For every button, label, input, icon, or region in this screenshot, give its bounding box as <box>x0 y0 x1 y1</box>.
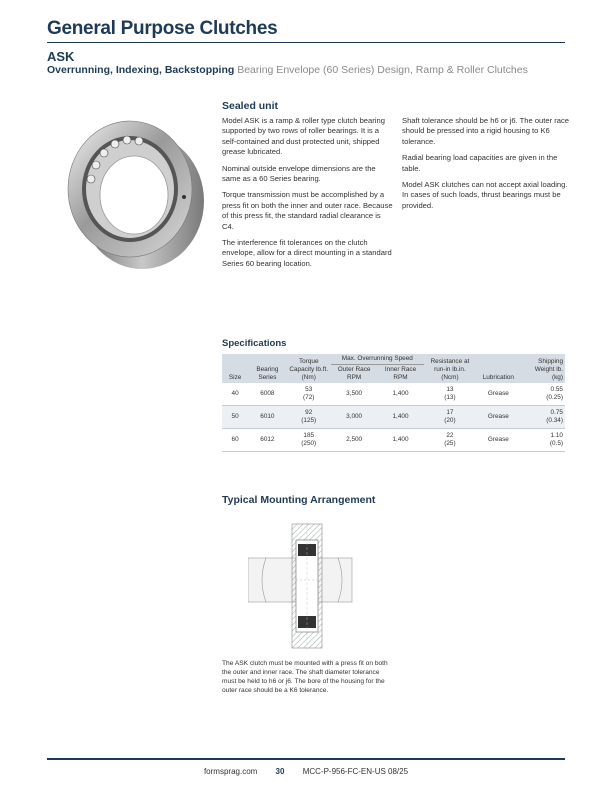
cell-inner: 1,400 <box>377 406 423 429</box>
mounting-diagram <box>248 522 353 650</box>
col-torque: Torque Capacity lb.ft. (Nm) <box>287 354 331 383</box>
paragraph: Radial bearing load capacities are given in the table. <box>402 153 558 173</box>
col-size: Size <box>222 354 248 383</box>
col-bearing-series: Bearing Series <box>248 354 286 383</box>
col-outer-race: Outer Race RPM <box>331 365 377 384</box>
footer-website-link[interactable]: formsprag.com <box>203 767 258 776</box>
cell-size: 50 <box>222 406 248 429</box>
specifications-heading: Specifications <box>222 338 287 349</box>
table-row <box>222 383 565 406</box>
page-title: General Purpose Clutches <box>47 18 278 39</box>
cell-series: 6010 <box>248 406 286 429</box>
clutch-bearing-image <box>60 103 210 278</box>
cell-inner: 1,400 <box>377 383 423 406</box>
cell-series: 6008 <box>248 383 286 406</box>
sealed-unit-heading: Sealed unit <box>222 100 279 112</box>
cell-torque: 185 (250) <box>287 429 331 452</box>
cell-weight: 0.55 (0.25) <box>521 383 565 406</box>
paragraph: Shaft tolerance should be h6 or j6. The outer race should be pressed into a rigid housing to K6 tolerance. <box>402 116 570 146</box>
cell-outer: 3,500 <box>331 383 377 406</box>
paragraph: The interference fit tolerances on the clutch envelope, allow for a direct mounting in a standard Series 60 bearing location. <box>222 238 392 268</box>
cell-outer: 3,000 <box>331 406 377 429</box>
paragraph: Model ASK clutches can not accept axial loading. In cases of such loads, thrust bearings must be provided. <box>402 180 568 210</box>
series-name: ASK <box>47 49 75 64</box>
cell-torque: 53 (72) <box>287 383 331 406</box>
footer-divider <box>47 758 565 760</box>
col-max-speed: Max. Overrunning Speed <box>331 354 424 365</box>
page-footer <box>47 767 565 776</box>
description-column-right <box>402 116 570 217</box>
table-row <box>222 406 565 429</box>
cell-outer: 2,500 <box>331 429 377 452</box>
cell-resistance: 17 (20) <box>424 406 476 429</box>
paragraph: Model ASK is a ramp & roller type clutch bearing supported by two rows of roller bearings. It is a self-contained and dust protected unit, shipped grease lubricated. <box>222 116 385 157</box>
page-number: 30 <box>275 767 285 776</box>
subtitle-strong: Overrunning, Indexing, Backstopping <box>47 64 235 76</box>
cell-torque: 92 (125) <box>287 406 331 429</box>
title-divider <box>47 42 565 43</box>
document-code: MCC-P-956-FC-EN-US 08/25 <box>302 767 409 776</box>
cell-size: 60 <box>222 429 248 452</box>
col-resistance: Resistance at run-in lb.in. (Ncm) <box>424 354 476 383</box>
cell-weight: 1.10 (0.5) <box>521 429 565 452</box>
cell-inner: 1,400 <box>377 429 423 452</box>
paragraph: Nominal outside envelope dimensions are the same as a 60 Series bearing. <box>222 163 376 184</box>
cell-lubrication: Grease <box>476 429 520 452</box>
col-inner-race: Inner Race RPM <box>377 365 423 384</box>
cell-resistance: 22 (25) <box>424 429 476 452</box>
subtitle-light: Bearing Envelope (60 Series) Design, Ramp & Roller Clutches <box>237 64 528 76</box>
paragraph: Torque transmission must be accomplished by a press fit on both the inner and outer race. Because of this press fit, the standard radial clearance is C4. <box>222 190 393 231</box>
cell-weight: 0.75 (0.34) <box>521 406 565 429</box>
specifications-table <box>222 354 565 452</box>
table-row <box>222 429 565 452</box>
mounting-note: The ASK clutch must be mounted with a press fit on both the outer and inner race. The shaft diameter tolerance must be held to h6 or j6. The bore of the housing for the outer race should be a K6 tolerance. <box>222 660 388 694</box>
page-subtitle <box>47 64 528 76</box>
cell-size: 40 <box>222 383 248 406</box>
mounting-heading: Typical Mounting Arrangement <box>222 494 376 506</box>
cell-series: 6012 <box>248 429 286 452</box>
cell-lubrication: Grease <box>476 406 520 429</box>
cell-resistance: 13 (13) <box>424 383 476 406</box>
cell-lubrication: Grease <box>476 383 520 406</box>
col-lubrication: Lubrication <box>476 354 520 383</box>
description-column-left <box>222 116 394 275</box>
col-weight: Shipping Weight lb. (kg) <box>521 354 565 383</box>
